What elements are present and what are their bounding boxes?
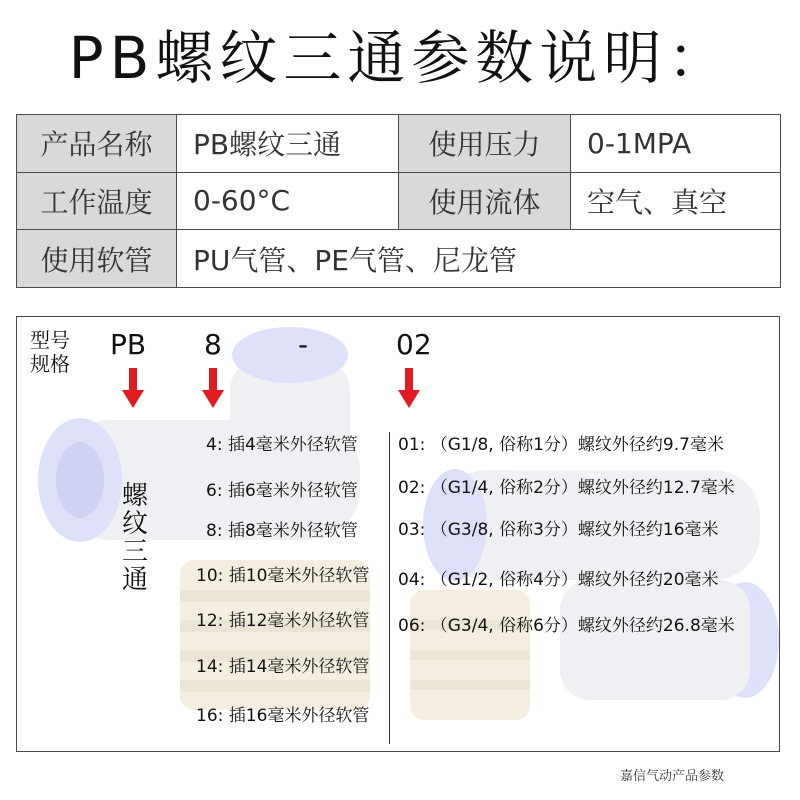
label-pressure: 使用压力 bbox=[399, 115, 571, 173]
size-item: 12: 插12毫米外径软管 bbox=[196, 611, 370, 631]
label-product-name: 产品名称 bbox=[17, 115, 177, 173]
model-label-line2: 规格 bbox=[30, 352, 70, 376]
size-item: 10: 插10毫米外径软管 bbox=[196, 566, 370, 586]
label-fluid: 使用流体 bbox=[399, 172, 571, 230]
spec-row-hose bbox=[17, 230, 781, 288]
spec-row-product bbox=[17, 115, 781, 173]
column-divider bbox=[389, 432, 390, 744]
thread-item: 02: （G1/4, 俗称2分）螺纹外径约12.7毫米 bbox=[398, 478, 735, 498]
label-temperature: 工作温度 bbox=[17, 172, 177, 230]
size-item: 4: 插4毫米外径软管 bbox=[206, 435, 358, 455]
code-series: PB bbox=[110, 328, 147, 361]
size-item: 6: 插6毫米外径软管 bbox=[206, 481, 358, 501]
value-hose: PU气管、PE气管、尼龙管 bbox=[177, 230, 781, 288]
thread-item: 06: （G3/4, 俗称6分）螺纹外径约26.8毫米 bbox=[398, 616, 735, 636]
spec-row-temperature bbox=[17, 172, 781, 230]
model-spec-label bbox=[30, 328, 70, 376]
spec-table bbox=[16, 114, 781, 288]
label-hose: 使用软管 bbox=[17, 230, 177, 288]
model-label-line1: 型号 bbox=[30, 328, 70, 352]
code-dash: - bbox=[298, 328, 309, 361]
thread-item: 03: （G3/8, 俗称3分）螺纹外径约16毫米 bbox=[398, 520, 719, 540]
value-pressure: 0-1MPA bbox=[571, 115, 781, 173]
footer-caption: 嘉信气动产品参数 bbox=[620, 769, 725, 784]
thread-item: 01: （G1/8, 俗称1分）螺纹外径约9.7毫米 bbox=[398, 435, 724, 455]
size-item: 14: 插14毫米外径软管 bbox=[196, 657, 370, 677]
product-name-vertical: 螺 纹 三 通 bbox=[121, 481, 148, 595]
value-fluid: 空气、真空 bbox=[571, 172, 781, 230]
arrow-down-icon bbox=[202, 368, 224, 408]
page-title: PB螺纹三通参数说明： bbox=[68, 24, 732, 92]
code-thread: 02 bbox=[396, 328, 432, 361]
size-item: 16: 插16毫米外径软管 bbox=[196, 706, 370, 726]
code-size: 8 bbox=[204, 328, 222, 361]
value-temperature: 0-60°C bbox=[177, 172, 399, 230]
size-item: 8: 插8毫米外径软管 bbox=[206, 521, 358, 541]
arrow-down-icon bbox=[122, 368, 144, 408]
arrow-down-icon bbox=[398, 368, 420, 408]
value-product-name: PB螺纹三通 bbox=[177, 115, 399, 173]
thread-item: 04: （G1/2, 俗称4分）螺纹外径约20毫米 bbox=[398, 570, 719, 590]
